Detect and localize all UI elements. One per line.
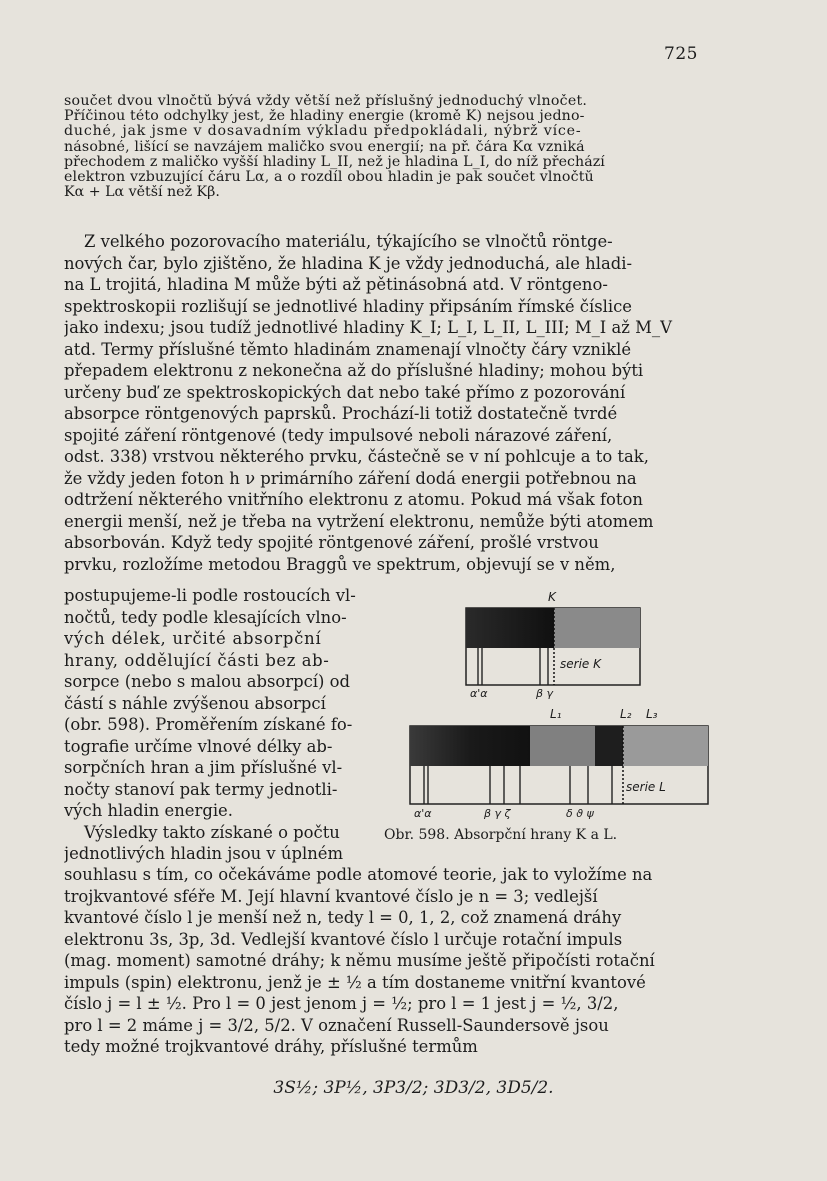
- l-region-3: [595, 726, 623, 766]
- l-region-2: [530, 726, 595, 766]
- text-line: odtržení některého vnitřního elektronu z atomu. Pokud má však foton: [64, 490, 643, 509]
- final-paragraph: [64, 864, 710, 1058]
- main-paragraph: [64, 231, 710, 575]
- text-line: nových čar, bylo zjištěno, že hladina K je vždy jednoduchá, ale hladi-: [64, 253, 633, 273]
- text-line: součet dvou vlnočtů bývá vždy větší než příslušný jednoduchý vlnočet.: [64, 94, 588, 109]
- text-line: prvku, rozložíme metodou Braggů ve spektrum, objevují se v něm,: [64, 554, 616, 574]
- text-line: spektroskopii rozlišují se jednotlivé hladiny připsáním římské číslice: [64, 296, 633, 316]
- text-line: násobné, lišící se navzájem maličko svou energií; na př. čára Kα vzniká: [64, 139, 585, 155]
- figure-caption: Obr. 598. Absorpční hrany K a L.: [384, 827, 618, 843]
- text-line: absorpce röntgenových paprsků. Prochází-li totiž dostatečně tvrdé: [64, 404, 618, 423]
- text-line: trojkvantové sféře M. Její hlavní kvantové číslo je n = 3; vedlejší: [64, 886, 598, 906]
- text-line: částí s náhle zvýšenou absorpcí: [64, 693, 326, 713]
- text-line: určeny buď ze spektroskopických dat nebo také přímo z pozorování: [64, 382, 626, 402]
- text-line: jako indexu; jsou tudíž jednotlivé hladiny K_I; L_I, L_II, L_III; M_I až M_V: [64, 318, 672, 337]
- label-l-beta-gamma-zeta: β γ ζ: [484, 807, 511, 820]
- k-absorbed-region: [466, 608, 554, 648]
- text-line: kvantové číslo l je menší než n, tedy l = 0, 1, 2, což znamená dráhy: [64, 908, 622, 927]
- text-line: přepadem elektronu z nekonečna až do příslušné hladiny; mohou býti: [64, 361, 644, 380]
- label-serie-k: serie K: [560, 657, 601, 671]
- text-line: (obr. 598). Proměřením získané fo-: [64, 715, 353, 734]
- text-line: nočty stanoví pak termy jednotli-: [64, 779, 338, 799]
- text-line: souhlasu s tím, co očekáváme podle atomové teorie, jak to vyložíme na: [64, 865, 653, 884]
- text-line: přechodem z maličko vyšší hladiny L_II, než je hladina L_I, do níž přechází: [64, 154, 605, 170]
- text-line: na L trojitá, hladina M může býti až pětinásobná atd. V röntgeno-: [64, 275, 608, 294]
- label-l-delta-theta-psi: δ ϑ ψ: [566, 807, 594, 820]
- formula: 3S½; 3P½, 3P3/2; 3D3/2, 3D5/2.: [273, 1078, 554, 1098]
- text-line: (mag. moment) samotné dráhy; k němu musíme ještě připočísti rotační: [64, 951, 655, 970]
- text-line: tografie určíme vlnové délky ab-: [64, 736, 333, 756]
- text-line: duché, jak jsme v dosavadním výkladu předpokládali, nýbrž více-: [64, 124, 582, 140]
- label-l-alpha: α'α: [414, 807, 432, 820]
- text-line: sorpce (nebo s malou absorpcí) od: [64, 672, 350, 691]
- text-line: Příčinou této odchylky jest, že hladiny energie (kromě K) nejsou jedno-: [64, 109, 585, 125]
- text-line: vých hladin energie.: [64, 801, 233, 820]
- label-l1: L₁: [550, 707, 562, 721]
- text-line: jednotlivých hladin jsou v úplném: [64, 844, 343, 863]
- text-line: absorbován. Když tedy spojité röntgenové záření, prošlé vrstvou: [64, 533, 599, 552]
- small-paragraph: [64, 94, 710, 200]
- text-line: spojité záření röntgenové (tedy impulsové neboli nárazové záření,: [64, 425, 613, 445]
- label-k-alpha: α'α: [470, 687, 488, 700]
- text-line: elektronu 3s, 3p, 3d. Vedlejší kvantové číslo l určuje rotační impuls: [64, 929, 623, 949]
- l-region-1: [410, 726, 530, 766]
- text-line: postupujeme-li podle rostoucích vl-: [64, 586, 356, 605]
- l-region-4: [623, 726, 708, 766]
- label-serie-l: serie L: [626, 780, 666, 794]
- text-line: odst. 338) vrstvou některého prvku, částečně se v ní pohlcuje a to tak,: [64, 447, 649, 466]
- page-number: 725: [664, 44, 698, 64]
- absorption-edges-figure: [400, 586, 722, 848]
- text-line: nočtů, tedy podle klesajících vlno-: [64, 607, 347, 627]
- text-line: hrany, oddělující části bez ab-: [64, 650, 330, 670]
- text-line: tedy možné trojkvantové dráhy, příslušné termům: [64, 1037, 478, 1056]
- label-k: K: [548, 590, 556, 604]
- text-line: impuls (spin) elektronu, jenž je ± ½ a tím dostaneme vnitřní kvantové: [64, 972, 646, 992]
- text-line: pro l = 2 máme j = 3/2, 5/2. V označení Russell-Saundersově jsou: [64, 1015, 609, 1035]
- k-transmitted-region: [554, 608, 640, 648]
- narrow-paragraph: [64, 585, 396, 865]
- text-line: Kα + Lα větší než Kβ.: [64, 185, 220, 201]
- text-line: energii menší, než je třeba na vytržení elektronu, nemůže býti atomem: [64, 511, 654, 531]
- text-line: číslo j = l ± ½. Pro l = 0 jest jenom j = ½; pro l = 1 jest j = ½, 3/2,: [64, 994, 619, 1013]
- text-line: sorpčních hran a jim příslušné vl-: [64, 758, 343, 777]
- text-line: Z velkého pozorovacího materiálu, týkajícího se vlnočtů röntge-: [84, 232, 613, 251]
- text-line: atd. Termy příslušné těmto hladinám znamenají vlnočty čáry vzniklé: [64, 339, 632, 359]
- text-line: elektron vzbuzující čáru Lα, a o rozdíl obou hladin je pak součet vlnočtů: [64, 169, 594, 185]
- label-l2: L₂: [620, 707, 632, 721]
- label-l3: L₃: [646, 707, 658, 721]
- text-line: vých délek, určité absorpční: [64, 629, 322, 648]
- text-line: že vždy jeden foton h ν primárního záření dodá energii potřebnou na: [64, 468, 637, 488]
- label-k-beta-gamma: β γ: [536, 687, 554, 700]
- text-line: Výsledky takto získané o počtu: [84, 822, 340, 842]
